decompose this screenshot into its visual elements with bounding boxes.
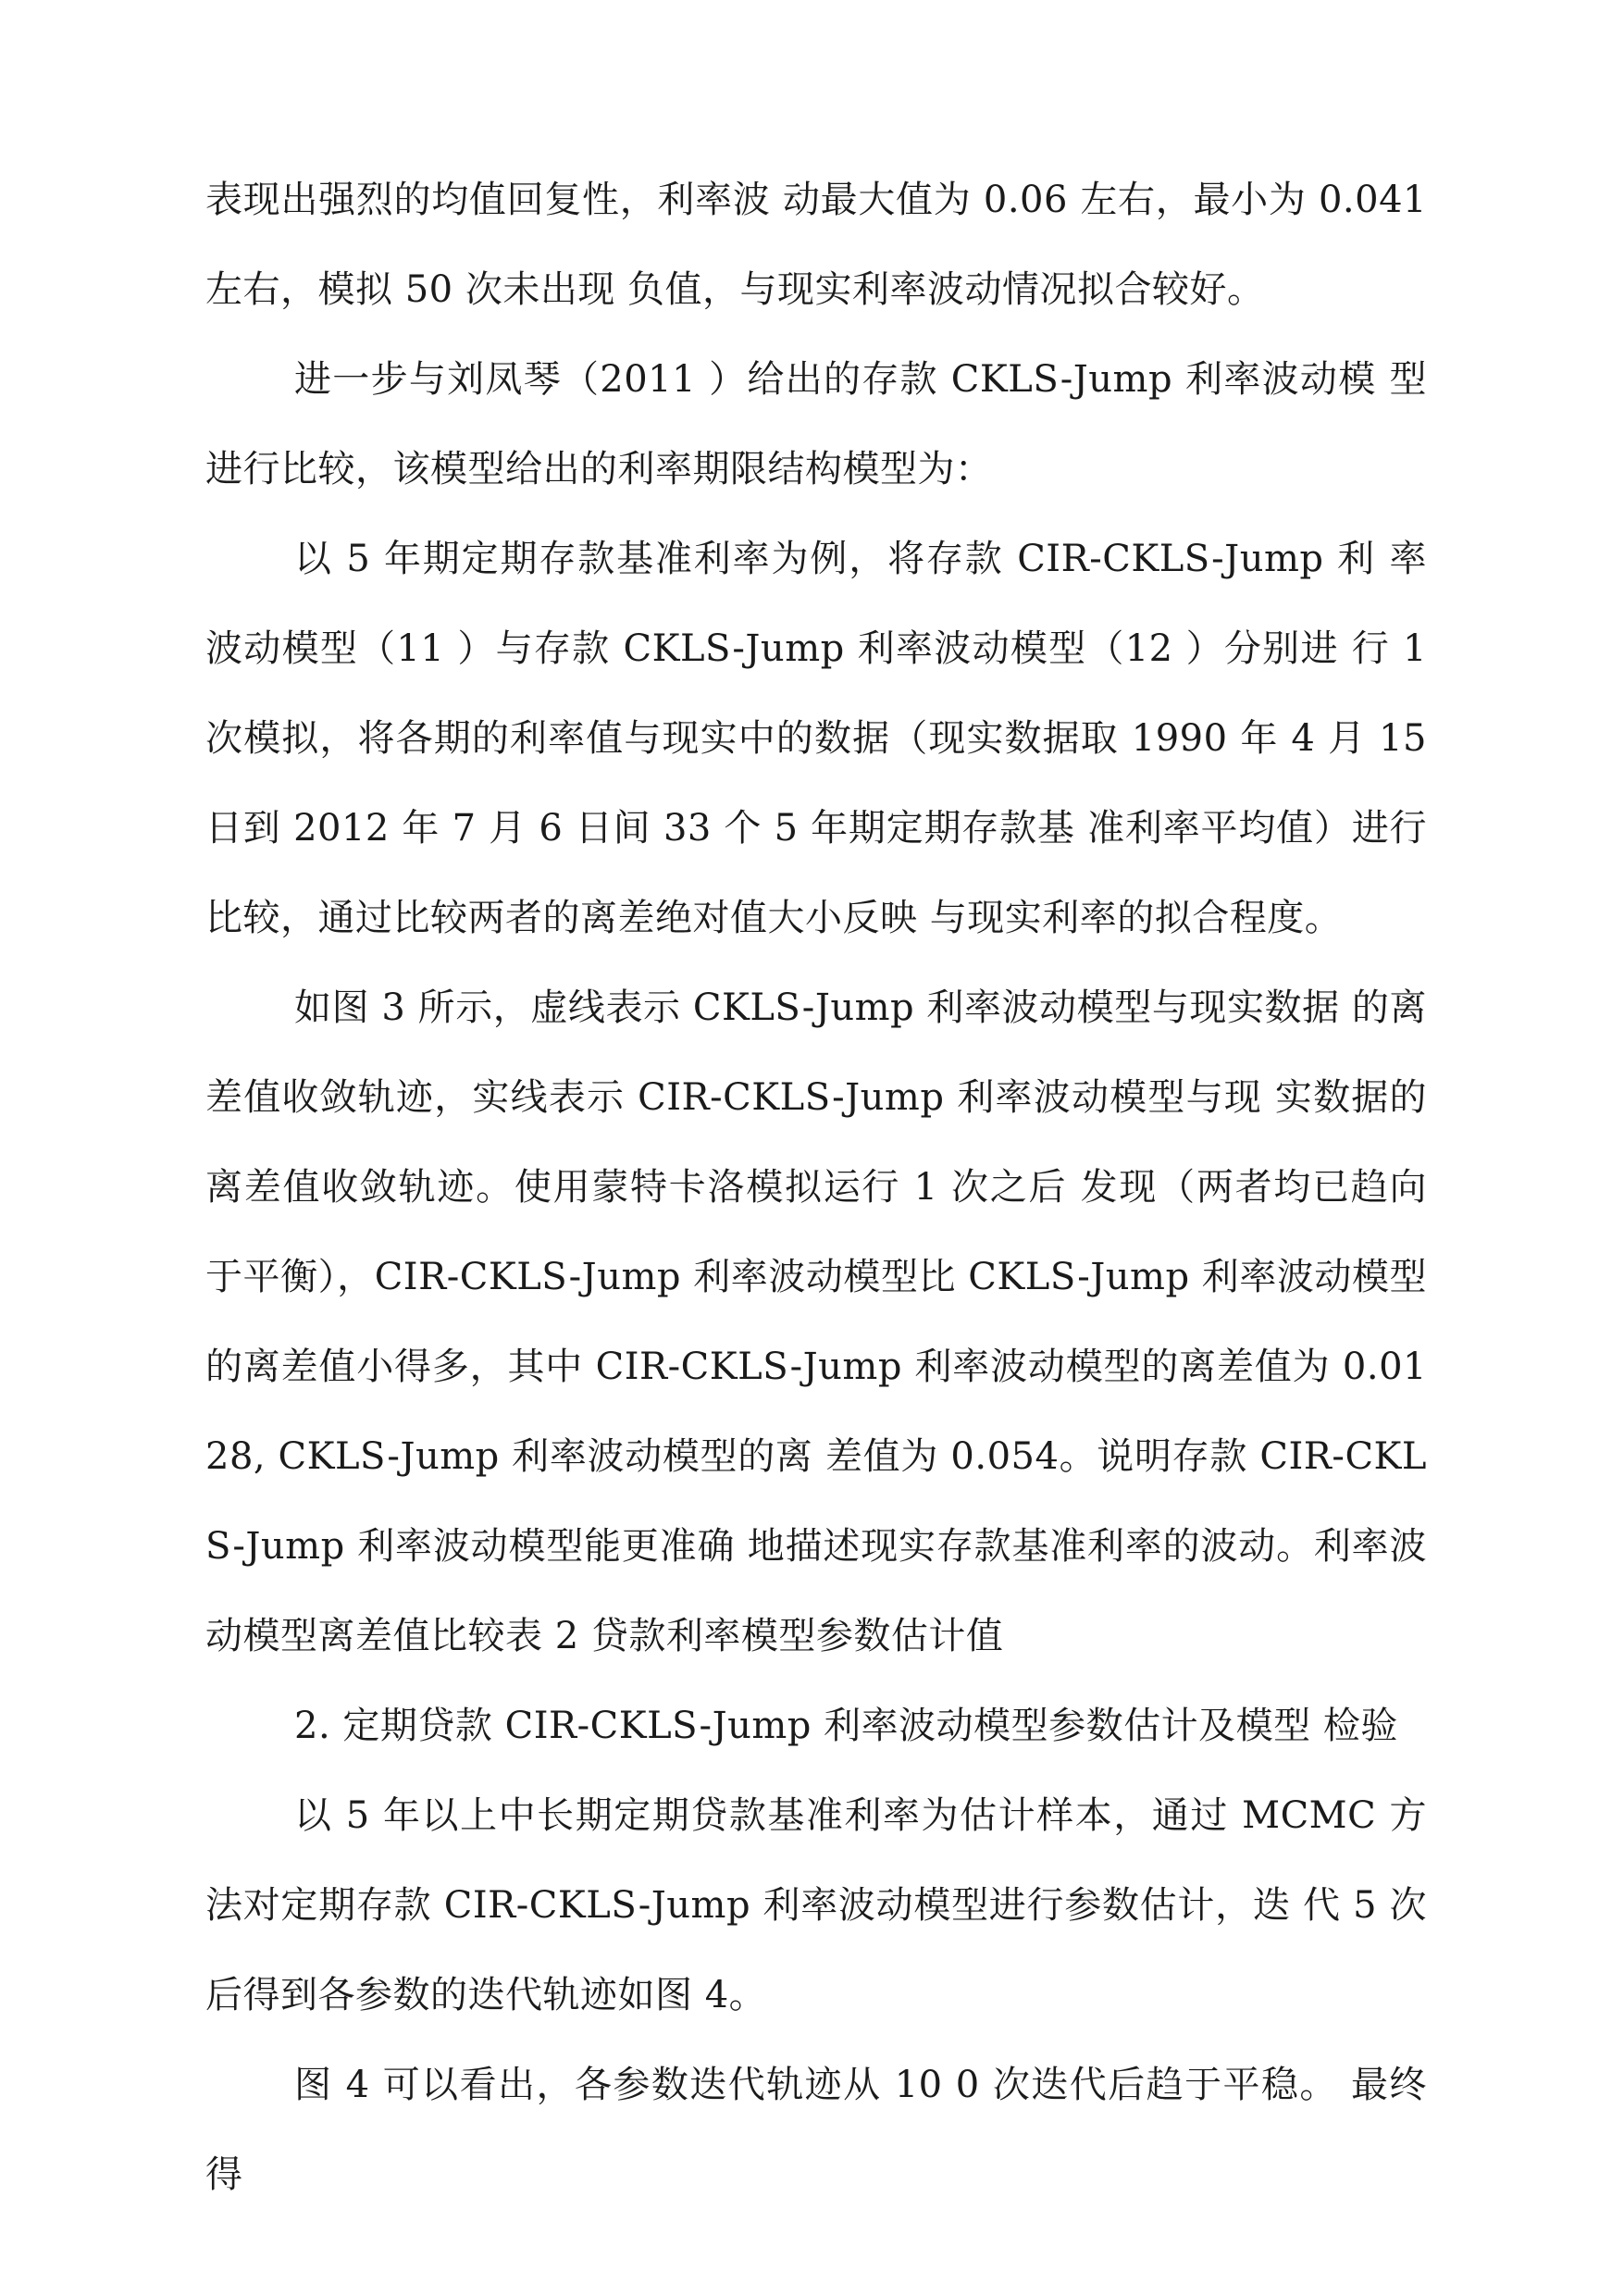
body-text — [205, 155, 1427, 2220]
paragraph: 图 4 可以看出，各参数迭代轨迹从 10 0 次迭代后趋于平稳。 最终得 — [205, 2064, 1427, 2196]
paragraph: 表现出强烈的均值回复性，利率波 动最大值为 0.06 左右，最小为 0.041 左右，模拟 50 次未出现 负值，与现实利率波动情况拟合较好。 — [205, 179, 1427, 311]
paragraph: 2. 定期贷款 CIR-CKLS-Jump 利率波动模型参数估计及模型 检验 — [294, 1705, 1398, 1747]
paragraph: 如图 3 所示，虚线表示 CKLS-Jump 利率波动模型与现实数据 的离差值收敛轨迹，实线表示 CIR-CKLS-Jump 利率波动模型与现 实数据的离差值收敛轨迹。使用蒙特卡洛模拟运行 1 次之后 发现（两者均已趋向于平衡），CIR-CKLS-Jump 利率波动模型比 CKLS-Jump 利率波动模型的离差值小得多，其中 CIR-CKLS-Jump 利率波动模型的离差值为 0.0128, CKLS-Jump 利率波动模型的离 差值为 0.054。说明存款 CIR-CKLS-Jump 利率波动模型能更准确 地描述现实存款基准利率的波动。利率波动模型离差值比较表 2 贷款利率模型参数估计值 — [205, 986, 1427, 1657]
paragraph: 以 5 年期定期存款基准利率为例，将存款 CIR-CKLS-Jump 利 率波动模型（11 ）与存款 CKLS-Jump 利率波动模型（12 ）分别进 行 1 次模拟，将各期的利率值与现实中的数据（现实数据取 1990 年 4 月 15 日到 2012 年 7 月 6 日间 33 个 5 年期定期存款基 准利率平均值）进行比较，通过比较两者的离差绝对值大小反映 与现实利率的拟合程度。 — [205, 538, 1427, 939]
paragraph: 以 5 年以上中长期定期贷款基准利率为估计样本，通过 MCMC 方法对定期存款 CIR-CKLS-Jump 利率波动模型进行参数估计，迭 代 5 次后得到各参数的迭代轨迹如图 4。 — [205, 1794, 1427, 2016]
paragraph: 进一步与刘凤琴（2011 ）给出的存款 CKLS-Jump 利率波动模 型进行比较，该模型给出的利率期限结构模型为： — [205, 358, 1427, 490]
